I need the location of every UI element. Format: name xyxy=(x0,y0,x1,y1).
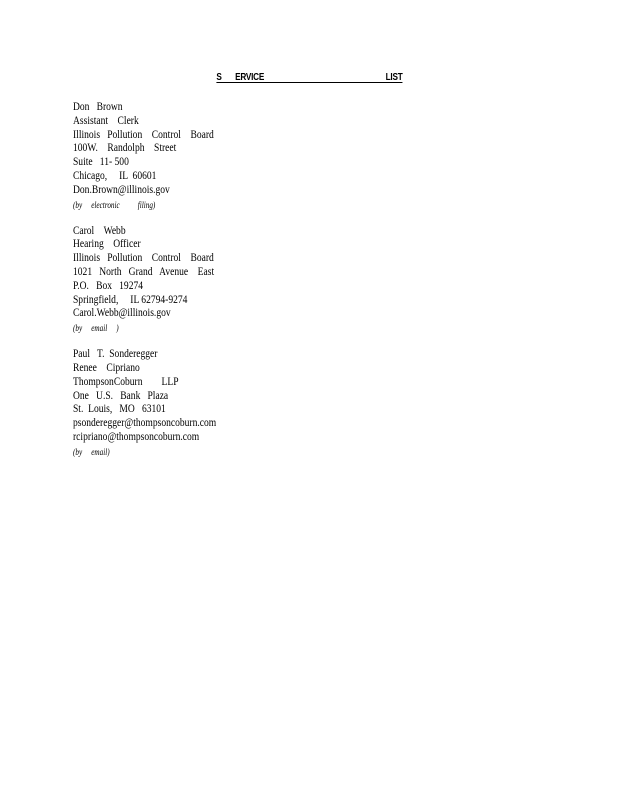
entry-delivery-note: (by email ) xyxy=(73,323,119,334)
entry-email: Carol.Webb@illinois.gov xyxy=(73,307,171,320)
entry-name-secondary: Renee Cipriano xyxy=(73,361,140,374)
entry-address-street: 1021 North Grand Avenue East xyxy=(73,265,215,278)
entry-email: psonderegger@thompsoncoburn.com xyxy=(73,417,217,430)
entry-title: Hearing Officer xyxy=(73,238,141,251)
service-list-heading: S ERVICE LIST xyxy=(215,72,403,83)
entry-address-suite: Suite 11- 500 xyxy=(73,156,129,169)
entry-name: Don Brown xyxy=(73,101,123,113)
entry-title: Assistant Clerk xyxy=(73,114,139,127)
page-title xyxy=(0,72,618,83)
entry-address-city: St. Louis, MO 63101 xyxy=(73,403,166,416)
service-list xyxy=(73,101,373,472)
entry-address-city: Chicago, IL 60601 xyxy=(73,169,157,182)
entry-delivery-note: (by electronic filing) xyxy=(73,199,156,210)
entry-organization: ThompsonCoburn LLP xyxy=(73,375,179,388)
service-entry-sonderegger xyxy=(73,348,373,459)
entry-organization: Illinois Pollution Control Board xyxy=(73,128,214,141)
entry-address-po-box: P.O. Box 19274 xyxy=(73,279,144,292)
entry-address-street: One U.S. Bank Plaza xyxy=(73,389,169,402)
entry-email-secondary: rcipriano@thompsoncoburn.com xyxy=(73,430,200,443)
entry-organization: Illinois Pollution Control Board xyxy=(73,252,214,265)
entry-address-city: Springfield, IL 62794-9274 xyxy=(73,293,188,306)
entry-address-street: 100W. Randolph Street xyxy=(73,142,177,155)
entry-email: Don.Brown@illinois.gov xyxy=(73,183,170,196)
service-entry-brown xyxy=(73,101,373,212)
service-entry-webb xyxy=(73,225,373,336)
entry-delivery-note: (by email) xyxy=(73,446,110,457)
entry-name: Paul T. Sonderegger xyxy=(73,348,158,361)
entry-name: Carol Webb xyxy=(73,224,126,237)
